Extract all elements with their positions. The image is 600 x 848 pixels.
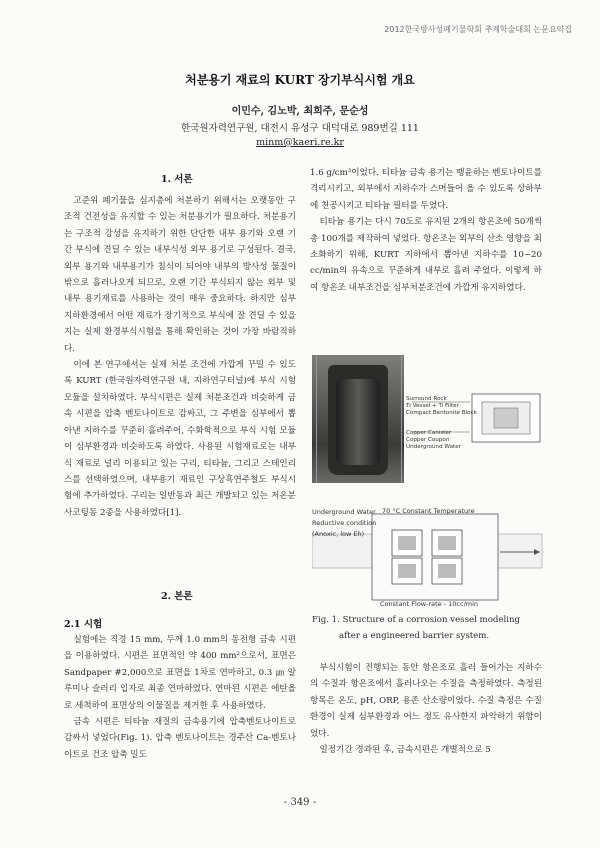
figure-label: Ti Vessel + Ti Filter — [406, 403, 459, 409]
section-heading-body: 2. 본론 — [161, 591, 193, 602]
figure-label: Underground Water — [406, 444, 461, 450]
author-email: minm@kaeri.re.kr — [256, 137, 344, 148]
subsection-heading-test: 2.1 시험 — [64, 619, 103, 630]
section-heading-intro: 1. 서론 — [161, 174, 193, 185]
diagram-label: (Anoxic, low Eh) — [312, 530, 365, 538]
body-paragraph: 티타늄 용기는 다시 70도로 유지된 2개의 항온조에 50개씩 총 100개를 제작하여 넣었다. 항온조는 외부의 산소 영향을 최소화하기 위해, KURT 지하에서 뽑아낸 지하수를 10~20 cc/min의 유속으로 꾸준하게 내부로 흘려 주었다. 이렇게 하여 항온조 내부조건을 심부처분조건에 가깝게 유지하였다. — [310, 217, 542, 293]
body-paragraph: 일정기간 경과된 후, 금속시편은 개별적으로 5 — [319, 745, 491, 756]
test-paragraph: 실험에는 직경 15 mm, 두께 1.0 mm의 동전형 금속 시편을 이용하였다. 시편은 표면적인 약 400 mm²으로서, 표면은 Sandpaper #2,000으로 표면을 1차로 연마하고, 0.3 ㎛ 알루미나 슬러리 입자로 최종 연마하였다. 연마된 시편은 에탄올로 세척하여 표면상의 이물질을 제거한 후 사용하였다. — [64, 635, 296, 711]
caption-line: after a engineered barrier system. — [339, 631, 490, 641]
page-number: - 349 - — [283, 797, 317, 808]
corrosion-module-photo — [312, 355, 404, 483]
test-text — [64, 632, 296, 763]
figure-label: Surround Rock — [406, 396, 447, 402]
figure-label: Copper Coupon — [406, 437, 450, 443]
right-column-bottom-text — [310, 660, 542, 758]
diagram-label: Constant Flow-rate - 10cc/min — [380, 600, 479, 608]
right-column-top-text — [310, 165, 542, 296]
diagram-label: Underground Water — [312, 508, 376, 516]
diagram-label: 70 °C Constant Temperature — [382, 507, 475, 515]
intro-text — [64, 193, 296, 521]
diagram-label: Reductive condition — [312, 519, 377, 527]
body-paragraph: 1.6 g/cm³이었다. 티타늄 금속 용기는 팽윤하는 벤토나이트를 격리시키고, 외부에서 지하수가 스며들어 올 수 있도록 상하부에 천공시키고 티타늄 필터를 두었다. — [310, 168, 542, 211]
test-paragraph: 금속 시편은 티타늄 재질의 금속용기에 압축벤토나이트로 감싸서 넣었다(Fig. 1). 압축 벤토나이트는 경주산 Ca-벤토나이트로 건조 압축 밀도 — [64, 717, 296, 760]
paper-title: 처분용기 재료의 KURT 장기부식시험 개요 — [185, 73, 415, 87]
affiliation: 한국원자력연구원, 대전시 유성구 대덕대로 989번길 111 — [181, 123, 419, 134]
intro-paragraph: 이에 본 연구에서는 실제 처분 조건에 가깝게 꾸밀 수 있도록 KURT (한국원자력연구원 내, 지하연구터널)에 부식 시험 모듈을 설치하였다. 부식시편은 실제 처분조건과 비슷하게 금속 시편을 압축 벤토나이트로 감싸고, 그 주변을 심부에서 뽑아낸 지하수를 꾸준히 흘려주어, 수화학적으로 부식 시험 모듈이 심부환경과 비슷하도록 하였다. 사용된 시험재료로는 내부식 재료로 널리 이용되고 있는 구리, 티타늄, 그리고 스테인리스를 선택하였으며, 내부용기 재료인 구상흑연주철도 부식시험에 추가하였다. 구리는 일반동과 최근 개발되고 있는 저온분사코팅동 2종을 사용하였다[1]. — [64, 360, 296, 518]
body-paragraph: 부식시험이 진행되는 동안 항온조로 흘러 들어가는 지하수의 수질과 항온조에서 흘러나오는 수질을 측정하였다. 측정된 항목은 온도, pH, ORP, 용존 산소량이었다. 수질 측정은 수질 환경이 실제 심부환경과 어느 정도 유사한지 파악하기 위함이었다. — [310, 663, 542, 739]
figure-label: Compact Bentonite Block — [406, 410, 477, 416]
figure-caption — [312, 612, 542, 644]
author-list: 이민수, 김노박, 최희주, 문순성 — [231, 106, 369, 117]
conference-header: 2012한국방사성폐기물학회 추계학술대회 논문요약집 — [384, 25, 572, 34]
figure-label: Copper Canister — [406, 430, 452, 436]
intro-paragraph: 고준위 폐기물을 심지층에 처분하기 위해서는 오랫동안 구조적 건전성을 유지할 수 있는 처분용기가 필요하다. 처분용기는 구조적 강성을 유지하기 위한 단단한 내부 용기와 오랜 기간 부식에 견딜 수 있는 내부식성 외부 용기로 구성된다. 결국, 외부 용기와 내부용기가 침식이 되어야 내부의 방사성 물질이 밖으로 흘러나오게 되므로, 오랜 기간 부식되지 않는 외부 및 내부 용기재료를 사용하는 것이 매우 중요하다. 하지만 심부 지하환경에서 어떤 재료가 장기적으로 부식에 잘 견딜 수 있을 지는 실제 환경부식시험을 통해 확인하는 것이 가장 바람직하다. — [64, 196, 296, 354]
caption-line: Fig. 1. Structure of a corrosion vessel modeling — [312, 615, 521, 625]
